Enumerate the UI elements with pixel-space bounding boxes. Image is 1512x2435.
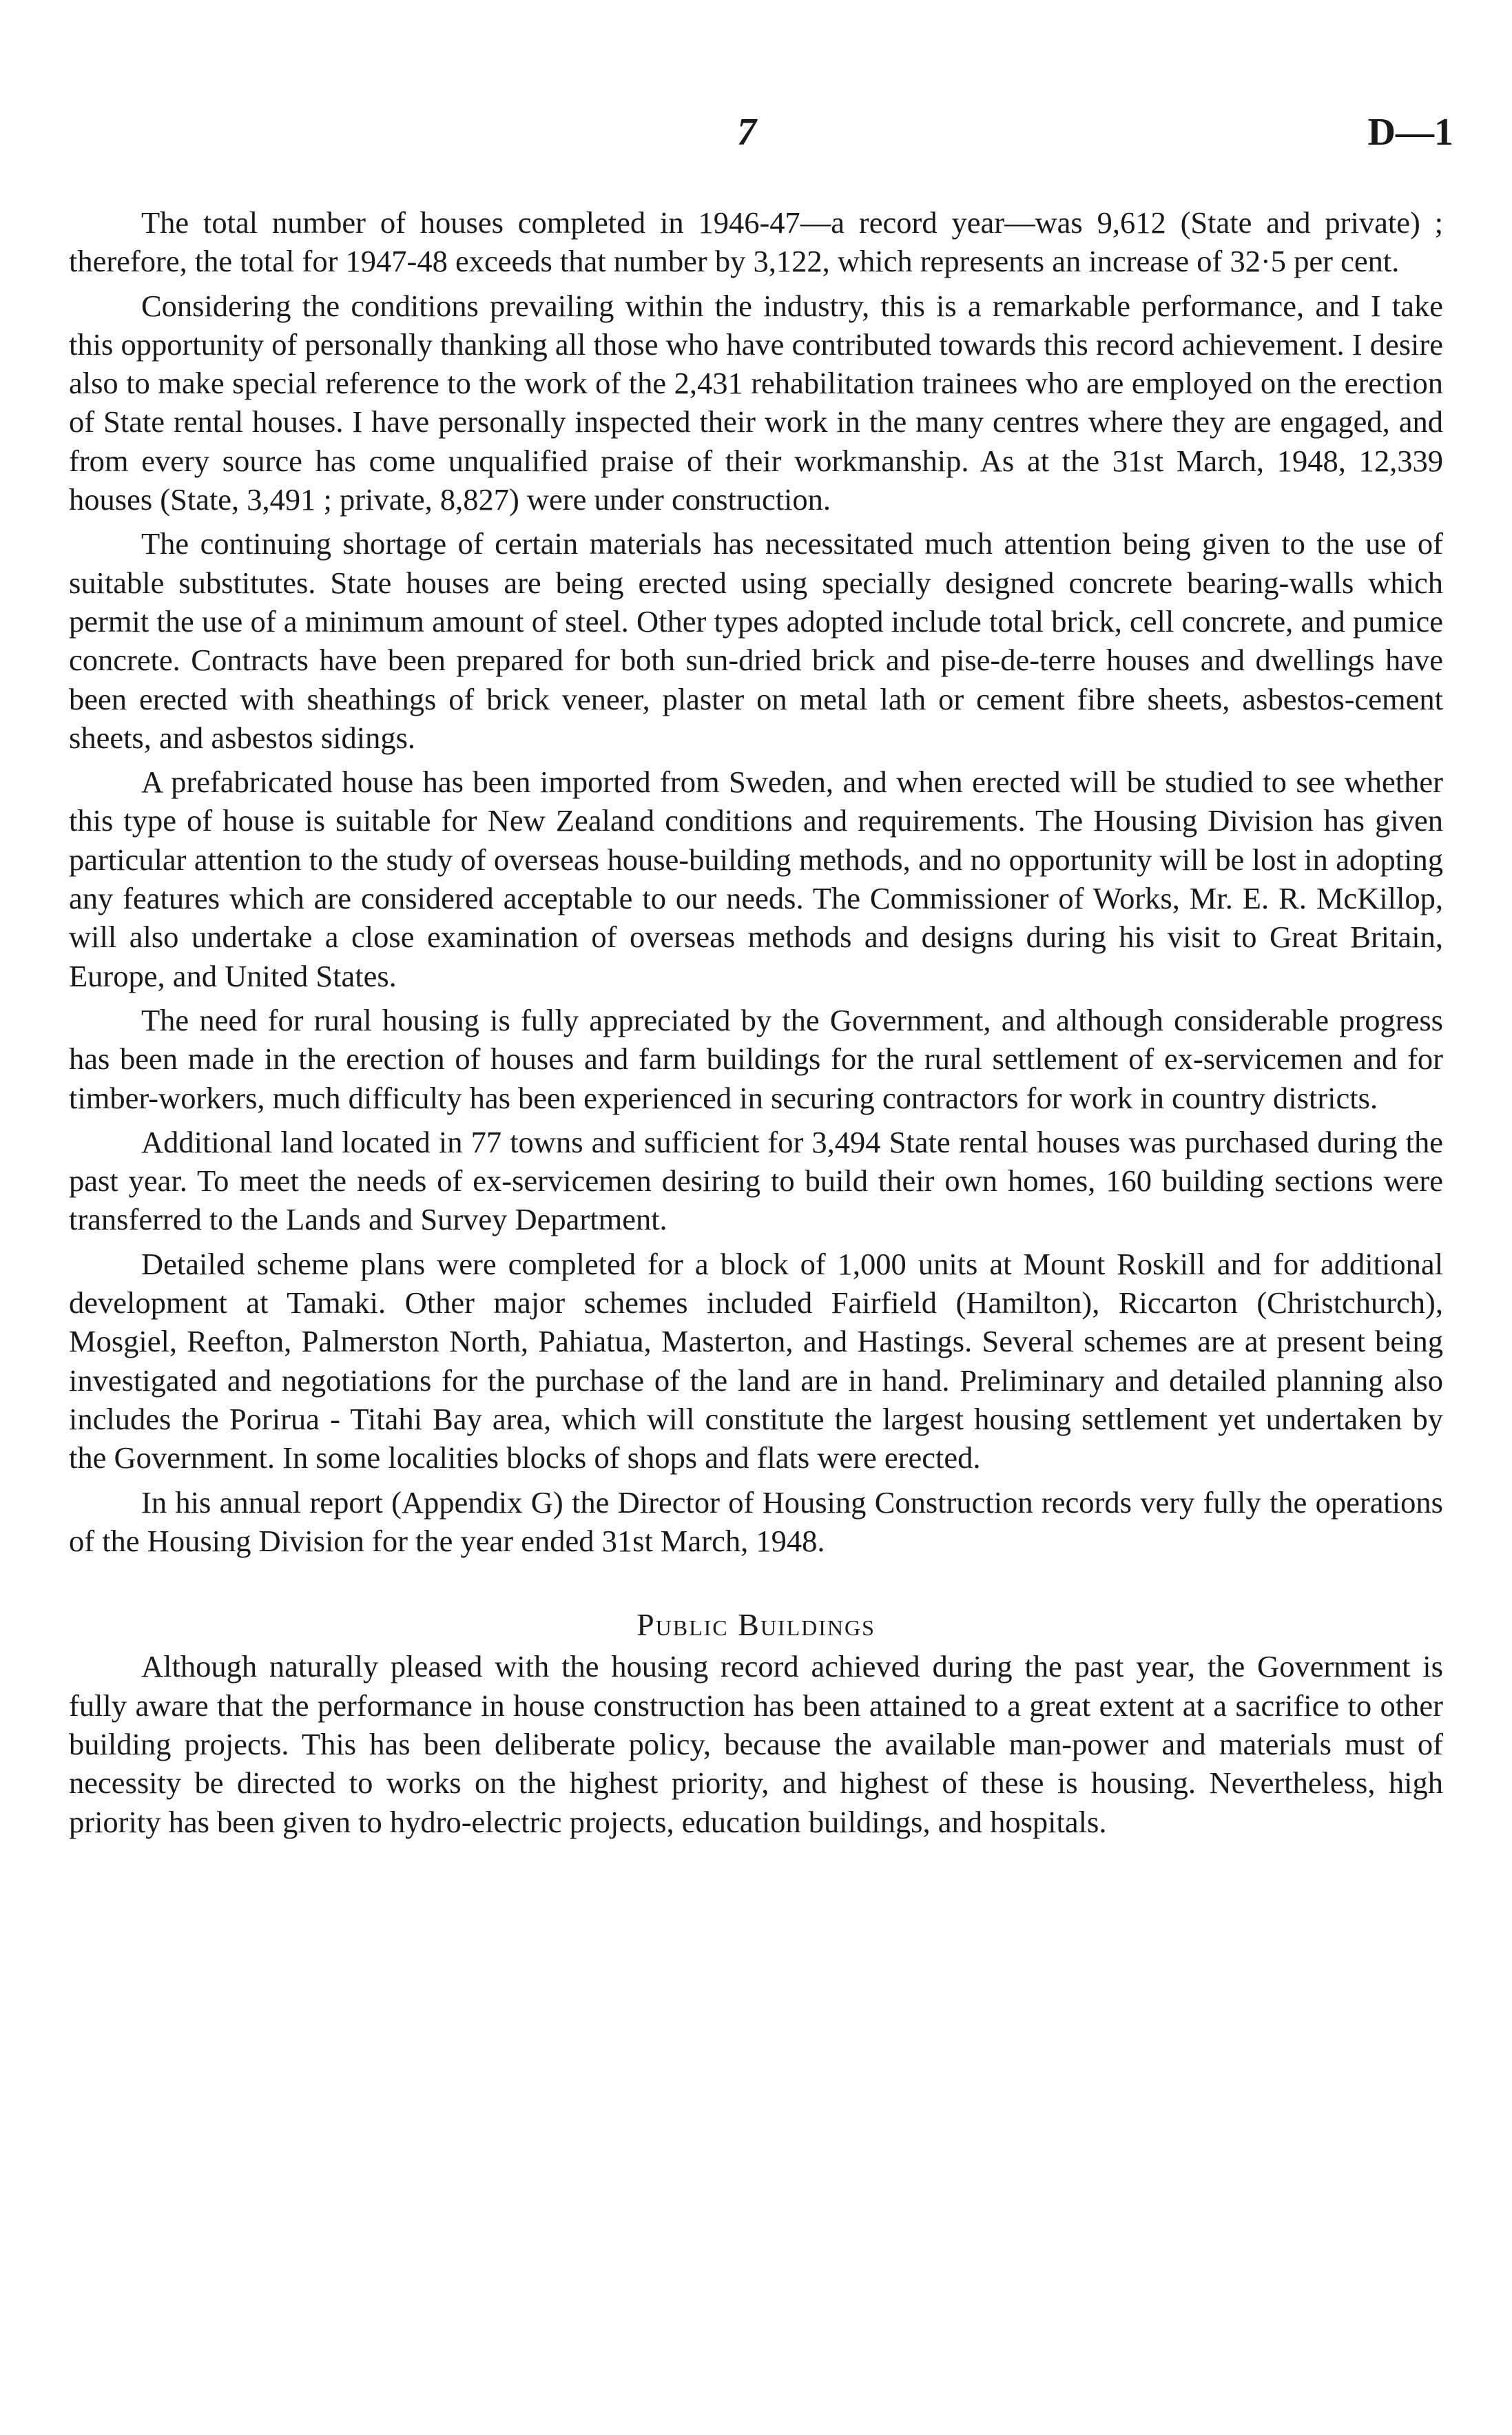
paragraph-material-substitutes: The continuing shortage of certain materials has necessitated much attention being given to the use of suitable substitutes. State houses are being erected using specially designed concrete bearing-walls which permit the use of a minimum amount of steel. Other types adopted include total brick, cell concrete, and pumice concrete. Contracts have been prepared for both sun-dried brick and pise-de-terre houses and dwellings have been erected with sheathings of brick veneer, plaster on metal lath or cement fibre sheets, asbestos-cement sheets, and asbestos sidings.	[69, 526, 1443, 755]
paragraph-houses-completed: The total number of houses completed in 1946-47—a record year—was 9,612 (State and private) ; therefore, the total for 1947-48 exceeds that number by 3,122, which represents an increase of 32·5 per cent.	[69, 205, 1443, 279]
paragraph-scheme-plans: Detailed scheme plans were completed for a block of 1,000 units at Mount Roskill and for additional development at Tamaki. Other major schemes included Fairfield (Hamilton), Riccarton (Christchurch), Mosgiel, Reefton, Palmerston North, Pahiatua, Masterton, and Hastings. Several schemes are at present being investigated and negotiations for the purchase of the land are in hand. Preliminary and detailed planning also includes the Porirua - Titahi Bay area, which will constitute the largest housing settlement yet undertaken by the Government. In some localities blocks of shops and flats were erected.	[69, 1246, 1443, 1475]
paragraph-rural-housing: The need for rural housing is fully appreciated by the Government, and although considerable progress has been made in the erection of houses and farm buildings for the rural settlement of ex-servicemen and for timber-workers, much difficulty has been experienced in securing contractors for work in country districts.	[69, 1002, 1443, 1115]
page-number: 7	[737, 111, 756, 154]
paragraph-public-buildings: Although naturally pleased with the housing record achieved during the past year, the Government is fully aware that the performance in house construction has been attained to a great extent at a sacrifice to other building projects. This has been deliberate policy, because the available man-power and materials must of necessity be directed to works on the highest priority, and highest of these is housing. Nevertheless, high priority has been given to hydro-electric projects, education buildings, and hospitals.	[69, 1649, 1443, 1839]
paragraph-prefabricated-house: A prefabricated house has been imported from Sweden, and when erected will be studied to see whether this type of house is suitable for New Zealand conditions and requirements. The Housing Division has given particular attention to the study of overseas house-building methods, and no opportunity will be lost in adopting any features which are considered acceptable to our needs. The Commissioner of Works, Mr. E. R. McKillop, will also undertake a close examination of overseas methods and designs during his visit to Great Britain, Europe, and United States.	[69, 765, 1443, 993]
paragraph-record-performance: Considering the conditions prevailing within the industry, this is a remarkable performance, and I take this opportunity of personally thanking all those who have contributed towards this record achievement. I desire also to make special reference to the work of the 2,431 rehabilitation trainees who are employed on the erection of State rental houses. I have personally inspected their work in the many centres where they are engaged, and from every source has come unqualified praise of their workmanship. As at the 31st March, 1948, 12,339 houses (State, 3,491 ; private, 8,827) were under construction.	[69, 288, 1443, 517]
paragraph-annual-report: In his annual report (Appendix G) the Director of Housing Construction records very fully the operations of the Housing Division for the year ended 31st March, 1948.	[69, 1484, 1443, 1558]
section-heading-public-buildings: Public Buildings	[636, 1607, 876, 1643]
body-text	[69, 203, 1443, 1847]
paragraph-additional-land: Additional land located in 77 towns and sufficient for 3,494 State rental houses was purchased during the past year. To meet the needs of ex-servicemen desiring to build their own homes, 160 building sections were transferred to the Lands and Survey Department.	[69, 1124, 1443, 1237]
document-reference: D—1	[1367, 111, 1453, 154]
